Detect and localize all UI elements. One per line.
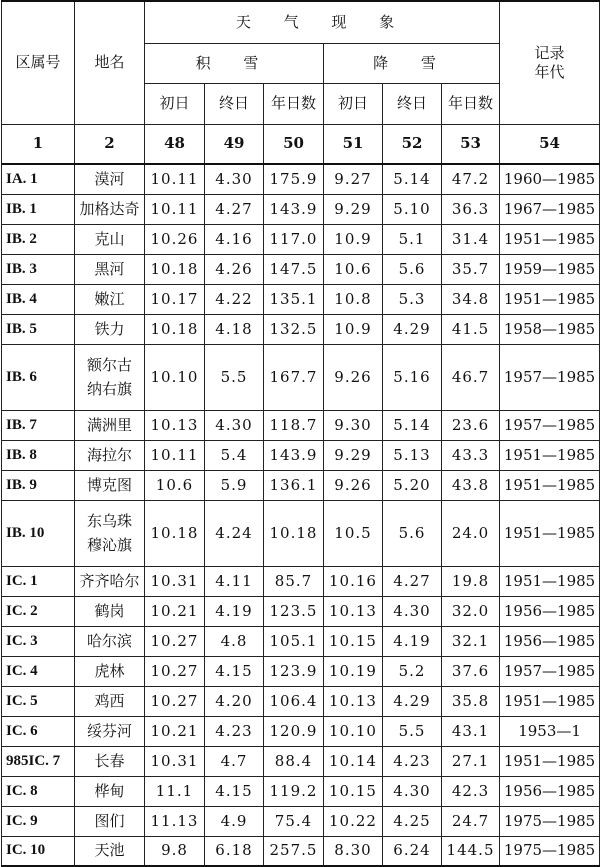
- cell-record-years: 1956—1985: [500, 626, 600, 656]
- cell-snow-cover-last-day: 4.16: [205, 224, 264, 254]
- cell-snowfall-first-day: 9.26: [324, 344, 383, 410]
- cell-record-years: 1957—1985: [500, 656, 600, 686]
- cell-snow-cover-last-day: 4.24: [205, 500, 264, 566]
- cell-snow-cover-last-day: 4.30: [205, 410, 264, 440]
- cell-snow-cover-annual-days: 143.9: [264, 194, 324, 224]
- cell-region-code: IB. 1: [2, 194, 75, 224]
- cell-snowfall-first-day: 8.30: [324, 836, 383, 866]
- cell-record-years: 1951—1985: [500, 440, 600, 470]
- table-row: [2, 686, 600, 716]
- cell-record-years: 1951—1985: [500, 470, 600, 500]
- cell-region-code: IA. 1: [2, 164, 75, 194]
- cell-place: 东乌珠穆沁旗: [75, 500, 145, 566]
- cell-snowfall-annual-days: 36.3: [442, 194, 500, 224]
- cell-snow-cover-annual-days: 119.2: [264, 776, 324, 806]
- cell-place: 嫩江: [75, 284, 145, 314]
- cell-snow-cover-last-day: 4.26: [205, 254, 264, 284]
- cell-snow-cover-first-day: 10.31: [145, 566, 205, 596]
- cell-snowfall-first-day: 10.9: [324, 224, 383, 254]
- cell-snow-cover-annual-days: 75.4: [264, 806, 324, 836]
- table-row: [2, 440, 600, 470]
- cell-region-code: IB. 6: [2, 344, 75, 410]
- table-row: [2, 254, 600, 284]
- cell-snowfall-first-day: 10.6: [324, 254, 383, 284]
- column-number: 49: [205, 124, 264, 164]
- cell-snow-cover-annual-days: 123.9: [264, 656, 324, 686]
- header-snowfall: 降 雪: [324, 43, 500, 83]
- header-snowfall-annual-days: 年日数: [442, 83, 500, 124]
- cell-record-years: 1951—1985: [500, 746, 600, 776]
- table-row: [2, 806, 600, 836]
- cell-snowfall-annual-days: 47.2: [442, 164, 500, 194]
- cell-record-years: 1960—1985: [500, 164, 600, 194]
- cell-snow-cover-first-day: 10.18: [145, 254, 205, 284]
- cell-snowfall-last-day: 5.6: [383, 254, 442, 284]
- column-number: 52: [383, 124, 442, 164]
- table-body: [2, 164, 600, 866]
- cell-snow-cover-last-day: 4.23: [205, 716, 264, 746]
- cell-place: 铁力: [75, 314, 145, 344]
- cell-record-years: 1967—1985: [500, 194, 600, 224]
- cell-snowfall-first-day: 10.8: [324, 284, 383, 314]
- cell-snowfall-annual-days: 41.5: [442, 314, 500, 344]
- table-row: [2, 164, 600, 194]
- cell-snowfall-first-day: 10.15: [324, 776, 383, 806]
- cell-snowfall-annual-days: 32.0: [442, 596, 500, 626]
- header-record-years-line1: 记录: [534, 44, 565, 62]
- cell-snow-cover-last-day: 4.7: [205, 746, 264, 776]
- header-snow-cover-first-day: 初日: [145, 83, 205, 124]
- cell-place: 图们: [75, 806, 145, 836]
- table-row: [2, 746, 600, 776]
- header-snow-cover: 积 雪: [145, 43, 324, 83]
- cell-record-years: 1957—1985: [500, 344, 600, 410]
- cell-snow-cover-last-day: 4.30: [205, 164, 264, 194]
- cell-place: 哈尔滨: [75, 626, 145, 656]
- cell-snowfall-last-day: 4.30: [383, 596, 442, 626]
- cell-place: 虎林: [75, 656, 145, 686]
- header-record-years-line2: 年代: [534, 62, 565, 81]
- table-row: [2, 470, 600, 500]
- cell-record-years: 1951—1985: [500, 284, 600, 314]
- cell-region-code: IB. 8: [2, 440, 75, 470]
- cell-snow-cover-first-day: 10.11: [145, 164, 205, 194]
- cell-snow-cover-first-day: 10.17: [145, 284, 205, 314]
- cell-snow-cover-annual-days: 135.1: [264, 284, 324, 314]
- cell-snow-cover-first-day: 10.13: [145, 410, 205, 440]
- cell-region-code: IB. 2: [2, 224, 75, 254]
- cell-snow-cover-first-day: 10.11: [145, 440, 205, 470]
- cell-snowfall-annual-days: 37.6: [442, 656, 500, 686]
- table-row: [2, 776, 600, 806]
- cell-snow-cover-first-day: 10.21: [145, 596, 205, 626]
- cell-record-years: 1956—1985: [500, 776, 600, 806]
- cell-record-years: 1959—1985: [500, 254, 600, 284]
- cell-snow-cover-first-day: 10.18: [145, 500, 205, 566]
- cell-place: 桦甸: [75, 776, 145, 806]
- cell-record-years: 1951—1985: [500, 224, 600, 254]
- cell-snow-cover-annual-days: 136.1: [264, 470, 324, 500]
- cell-snowfall-annual-days: 23.6: [442, 410, 500, 440]
- cell-record-years: 1951—1985: [500, 686, 600, 716]
- cell-snowfall-last-day: 5.14: [383, 410, 442, 440]
- table-row: [2, 410, 600, 440]
- cell-snowfall-annual-days: 32.1: [442, 626, 500, 656]
- cell-region-code: IC. 1: [2, 566, 75, 596]
- cell-region-code: IC. 8: [2, 776, 75, 806]
- cell-snowfall-last-day: 4.25: [383, 806, 442, 836]
- cell-region-code: IC. 10: [2, 836, 75, 866]
- cell-snowfall-first-day: 9.29: [324, 440, 383, 470]
- cell-snow-cover-last-day: 4.19: [205, 596, 264, 626]
- cell-snowfall-first-day: 9.26: [324, 470, 383, 500]
- table-row: [2, 224, 600, 254]
- cell-snow-cover-annual-days: 118.7: [264, 410, 324, 440]
- cell-place: 绥芬河: [75, 716, 145, 746]
- cell-snowfall-last-day: 4.30: [383, 776, 442, 806]
- cell-snow-cover-first-day: 11.13: [145, 806, 205, 836]
- cell-snowfall-last-day: 5.13: [383, 440, 442, 470]
- cell-region-code: IC. 2: [2, 596, 75, 626]
- cell-region-code: IB. 10: [2, 500, 75, 566]
- cell-snowfall-first-day: 10.10: [324, 716, 383, 746]
- cell-snowfall-first-day: 10.19: [324, 656, 383, 686]
- column-number: 51: [324, 124, 383, 164]
- cell-snow-cover-first-day: 10.27: [145, 626, 205, 656]
- cell-snow-cover-last-day: 4.15: [205, 776, 264, 806]
- cell-snow-cover-last-day: 4.11: [205, 566, 264, 596]
- cell-snow-cover-last-day: 4.22: [205, 284, 264, 314]
- column-number: 48: [145, 124, 205, 164]
- cell-snow-cover-annual-days: 175.9: [264, 164, 324, 194]
- header-record-years: [500, 1, 600, 124]
- cell-record-years: 1975—1985: [500, 836, 600, 866]
- cell-snow-cover-first-day: 10.21: [145, 716, 205, 746]
- cell-place: 博克图: [75, 470, 145, 500]
- cell-snowfall-first-day: 10.15: [324, 626, 383, 656]
- cell-region-code: 985IC. 7: [2, 746, 75, 776]
- cell-snow-cover-first-day: 10.31: [145, 746, 205, 776]
- cell-snowfall-last-day: 5.6: [383, 500, 442, 566]
- cell-snow-cover-last-day: 4.9: [205, 806, 264, 836]
- cell-snow-cover-annual-days: 117.0: [264, 224, 324, 254]
- cell-snowfall-annual-days: 31.4: [442, 224, 500, 254]
- cell-place: 齐齐哈尔: [75, 566, 145, 596]
- cell-region-code: IC. 9: [2, 806, 75, 836]
- cell-snowfall-annual-days: 42.3: [442, 776, 500, 806]
- cell-snow-cover-annual-days: 257.5: [264, 836, 324, 866]
- cell-place: 海拉尔: [75, 440, 145, 470]
- cell-snow-cover-annual-days: 143.9: [264, 440, 324, 470]
- header-snowfall-last-day: 终日: [383, 83, 442, 124]
- cell-snow-cover-annual-days: 123.5: [264, 596, 324, 626]
- table-row: [2, 596, 600, 626]
- cell-snowfall-annual-days: 24.7: [442, 806, 500, 836]
- header-snowfall-first-day: 初日: [324, 83, 383, 124]
- header-snow-cover-last-day: 终日: [205, 83, 264, 124]
- cell-snowfall-annual-days: 34.8: [442, 284, 500, 314]
- cell-snowfall-last-day: 6.24: [383, 836, 442, 866]
- cell-snowfall-last-day: 5.14: [383, 164, 442, 194]
- cell-record-years: 1953—1: [500, 716, 600, 746]
- cell-snowfall-first-day: 10.13: [324, 686, 383, 716]
- cell-snowfall-first-day: 10.5: [324, 500, 383, 566]
- cell-snowfall-last-day: 5.2: [383, 656, 442, 686]
- column-number: 54: [500, 124, 600, 164]
- table-row: [2, 836, 600, 866]
- table-row: [2, 626, 600, 656]
- cell-snow-cover-last-day: 4.15: [205, 656, 264, 686]
- climate-table: [1, 0, 600, 867]
- cell-snowfall-annual-days: 27.1: [442, 746, 500, 776]
- cell-place: 长春: [75, 746, 145, 776]
- cell-region-code: IB. 9: [2, 470, 75, 500]
- cell-snow-cover-last-day: 6.18: [205, 836, 264, 866]
- cell-snowfall-last-day: 5.5: [383, 716, 442, 746]
- header-region-code: 区属号: [2, 1, 75, 124]
- cell-snow-cover-first-day: 11.1: [145, 776, 205, 806]
- table-row: [2, 194, 600, 224]
- cell-place: 加格达奇: [75, 194, 145, 224]
- cell-snow-cover-last-day: 4.8: [205, 626, 264, 656]
- cell-snowfall-last-day: 4.19: [383, 626, 442, 656]
- cell-snowfall-annual-days: 46.7: [442, 344, 500, 410]
- cell-snowfall-last-day: 4.29: [383, 686, 442, 716]
- column-number: 2: [75, 124, 145, 164]
- cell-snowfall-first-day: 10.13: [324, 596, 383, 626]
- cell-place: 满洲里: [75, 410, 145, 440]
- cell-snow-cover-first-day: 10.10: [145, 344, 205, 410]
- cell-region-code: IC. 6: [2, 716, 75, 746]
- cell-snowfall-last-day: 5.20: [383, 470, 442, 500]
- cell-place: 天池: [75, 836, 145, 866]
- column-number: 1: [2, 124, 75, 164]
- column-number: 53: [442, 124, 500, 164]
- cell-snow-cover-annual-days: 105.1: [264, 626, 324, 656]
- cell-snowfall-first-day: 10.9: [324, 314, 383, 344]
- cell-snow-cover-annual-days: 132.5: [264, 314, 324, 344]
- table-row: [2, 344, 600, 410]
- cell-snowfall-first-day: 10.16: [324, 566, 383, 596]
- cell-region-code: IB. 5: [2, 314, 75, 344]
- cell-place: 黑河: [75, 254, 145, 284]
- cell-snow-cover-first-day: 10.6: [145, 470, 205, 500]
- table-row: [2, 284, 600, 314]
- cell-record-years: 1951—1985: [500, 566, 600, 596]
- cell-record-years: 1958—1985: [500, 314, 600, 344]
- cell-snowfall-first-day: 9.30: [324, 410, 383, 440]
- cell-snow-cover-annual-days: 106.4: [264, 686, 324, 716]
- cell-snow-cover-annual-days: 85.7: [264, 566, 324, 596]
- cell-region-code: IC. 3: [2, 626, 75, 656]
- cell-snowfall-last-day: 5.10: [383, 194, 442, 224]
- cell-snowfall-annual-days: 35.8: [442, 686, 500, 716]
- cell-snowfall-annual-days: 144.5: [442, 836, 500, 866]
- cell-snowfall-annual-days: 43.1: [442, 716, 500, 746]
- cell-snow-cover-last-day: 5.9: [205, 470, 264, 500]
- cell-region-code: IB. 7: [2, 410, 75, 440]
- cell-snow-cover-last-day: 4.18: [205, 314, 264, 344]
- cell-place: 额尔古纳右旗: [75, 344, 145, 410]
- table-row: [2, 656, 600, 686]
- cell-snow-cover-last-day: 4.27: [205, 194, 264, 224]
- cell-snowfall-first-day: 10.14: [324, 746, 383, 776]
- column-number: 50: [264, 124, 324, 164]
- cell-snow-cover-first-day: 10.11: [145, 194, 205, 224]
- cell-snowfall-last-day: 4.23: [383, 746, 442, 776]
- cell-snowfall-annual-days: 35.7: [442, 254, 500, 284]
- cell-snowfall-annual-days: 24.0: [442, 500, 500, 566]
- cell-region-code: IC. 5: [2, 686, 75, 716]
- cell-snow-cover-first-day: 10.27: [145, 656, 205, 686]
- cell-snowfall-first-day: 10.22: [324, 806, 383, 836]
- cell-snow-cover-annual-days: 120.9: [264, 716, 324, 746]
- cell-snow-cover-annual-days: 88.4: [264, 746, 324, 776]
- cell-snowfall-last-day: 4.29: [383, 314, 442, 344]
- cell-place: 漠河: [75, 164, 145, 194]
- cell-region-code: IC. 4: [2, 656, 75, 686]
- cell-region-code: IB. 3: [2, 254, 75, 284]
- cell-region-code: IB. 4: [2, 284, 75, 314]
- header-snow-cover-annual-days: 年日数: [264, 83, 324, 124]
- cell-snowfall-last-day: 4.27: [383, 566, 442, 596]
- cell-place: 鸡西: [75, 686, 145, 716]
- cell-record-years: 1956—1985: [500, 596, 600, 626]
- cell-snowfall-annual-days: 19.8: [442, 566, 500, 596]
- cell-snow-cover-first-day: 10.27: [145, 686, 205, 716]
- column-number-row: [2, 124, 600, 164]
- cell-snow-cover-first-day: 9.8: [145, 836, 205, 866]
- cell-snow-cover-last-day: 5.5: [205, 344, 264, 410]
- cell-snow-cover-last-day: 5.4: [205, 440, 264, 470]
- table-row: [2, 716, 600, 746]
- cell-place: 鹤岗: [75, 596, 145, 626]
- cell-record-years: 1957—1985: [500, 410, 600, 440]
- table-header: [2, 1, 600, 164]
- cell-snow-cover-annual-days: 147.5: [264, 254, 324, 284]
- cell-record-years: 1951—1985: [500, 500, 600, 566]
- table-row: [2, 314, 600, 344]
- table-row: [2, 566, 600, 596]
- header-place: 地名: [75, 1, 145, 124]
- cell-snowfall-annual-days: 43.8: [442, 470, 500, 500]
- cell-snow-cover-annual-days: 10.18: [264, 500, 324, 566]
- cell-snow-cover-annual-days: 167.7: [264, 344, 324, 410]
- cell-place: 克山: [75, 224, 145, 254]
- cell-record-years: 1975—1985: [500, 806, 600, 836]
- cell-snow-cover-first-day: 10.18: [145, 314, 205, 344]
- table-row: [2, 500, 600, 566]
- header-weather: 天 气 现 象: [145, 1, 500, 43]
- cell-snow-cover-first-day: 10.26: [145, 224, 205, 254]
- cell-snow-cover-last-day: 4.20: [205, 686, 264, 716]
- cell-snowfall-first-day: 9.29: [324, 194, 383, 224]
- cell-snowfall-last-day: 5.3: [383, 284, 442, 314]
- cell-snowfall-first-day: 9.27: [324, 164, 383, 194]
- cell-snowfall-last-day: 5.16: [383, 344, 442, 410]
- cell-snowfall-annual-days: 43.3: [442, 440, 500, 470]
- cell-snowfall-last-day: 5.1: [383, 224, 442, 254]
